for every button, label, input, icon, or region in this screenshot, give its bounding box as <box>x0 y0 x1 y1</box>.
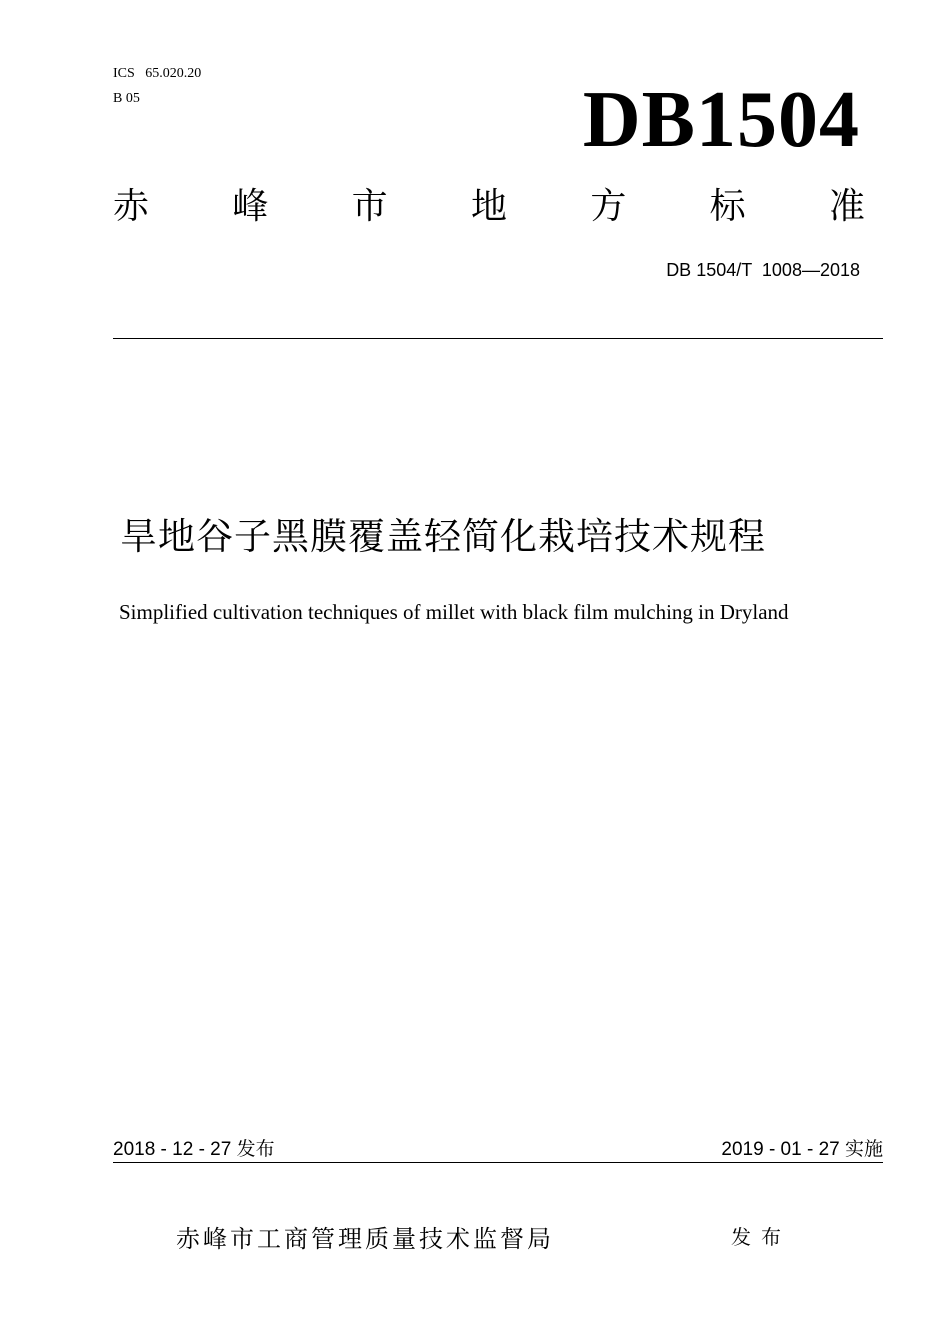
standard-type-char: 赤 <box>113 186 150 227</box>
top-divider <box>113 338 883 339</box>
standard-type-char: 地 <box>470 186 507 227</box>
standard-type-char: 准 <box>828 186 865 227</box>
issue-label: 发布 <box>731 1225 791 1249</box>
issuing-authority: 赤峰市工商管理质量技术监督局 <box>176 1225 554 1253</box>
standard-type-char: 标 <box>709 186 746 227</box>
ccs-code: B 05 <box>113 91 140 106</box>
standard-type-char: 峰 <box>232 186 269 227</box>
implementation-date: 2019 - 01 - 27 实施 <box>721 1139 883 1160</box>
standard-number: DB 1504/T 1008—2018 <box>666 260 860 280</box>
ics-code: ICS 65.020.20 <box>113 66 202 81</box>
title-english: Simplified cultivation techniques of millet with black film mulching in Dryland <box>119 600 789 624</box>
title-chinese: 旱地谷子黑膜覆盖轻简化栽培技术规程 <box>120 515 766 558</box>
issue-date: 2018 - 12 - 27 发布 <box>113 1139 275 1160</box>
standard-type <box>113 182 865 232</box>
bottom-divider <box>113 1162 883 1163</box>
standard-code-logo: DB1504 <box>582 76 860 164</box>
standard-type-char: 方 <box>590 186 627 227</box>
standard-type-char: 市 <box>351 186 388 227</box>
